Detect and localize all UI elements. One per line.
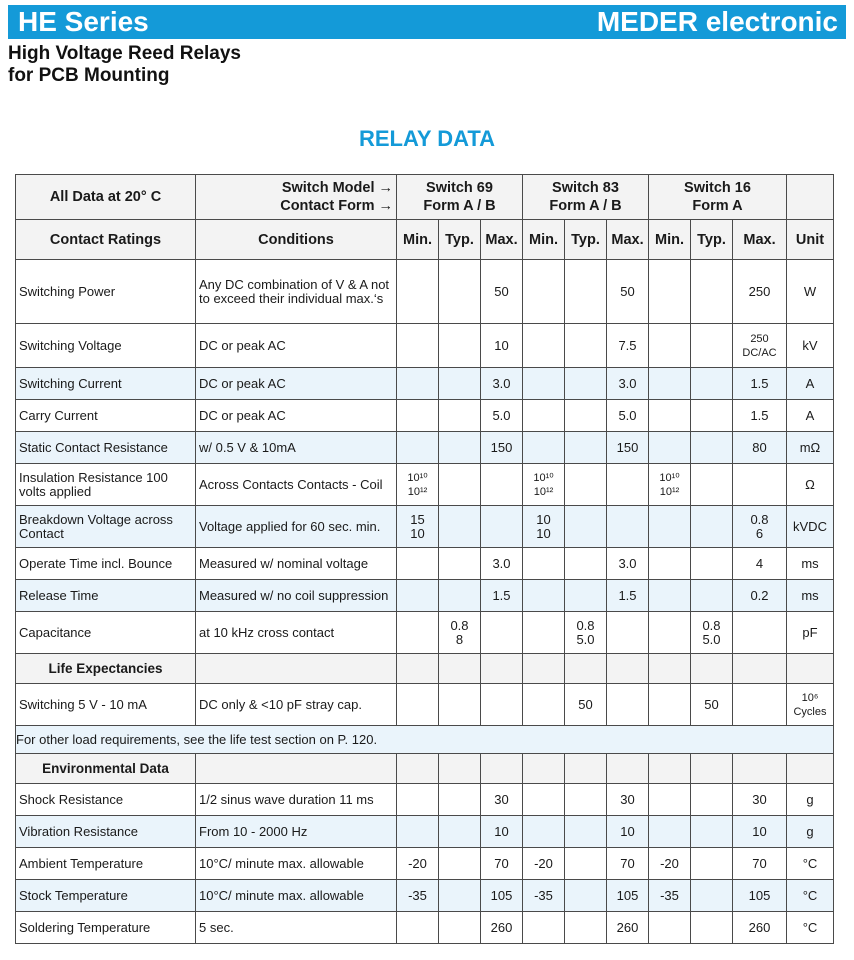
value-cell [439,464,481,506]
value-cell [523,580,565,612]
value-cell [439,880,481,912]
value-cell [397,784,439,816]
value-cell [439,580,481,612]
life-note: For other load requirements, see the life test section on P. 120. [16,726,834,754]
parameter-cell: Ambient Temperature [16,848,196,880]
empty-cell [565,654,607,684]
conditions-header: Conditions [196,220,397,260]
value-cell [565,816,607,848]
value-cell [439,548,481,580]
value-cell: 260 [733,912,787,944]
value-cell [565,580,607,612]
empty-cell [196,754,397,784]
value-cell: 1.5 [607,580,649,612]
value-cell [439,816,481,848]
unit-cell: kVDC [787,506,834,548]
value-cell [439,612,481,654]
value-cell: 70 [733,848,787,880]
value-cell [691,816,733,848]
empty-cell [523,754,565,784]
value-cell [649,464,691,506]
parameter-cell: Soldering Temperature [16,912,196,944]
all-data-cell: All Data at 20° C [16,175,196,220]
value-cell [649,784,691,816]
value-cell [691,612,733,654]
max-header: Max. [481,220,523,260]
empty-cell [649,654,691,684]
value-cell: 7.5 [607,324,649,368]
environmental-row [16,816,834,848]
unit-cell: kV [787,324,834,368]
empty-cell [439,654,481,684]
value-cell [565,548,607,580]
value-cell: 105 [481,880,523,912]
value-cell [565,432,607,464]
value-cell: -35 [397,880,439,912]
parameter-cell: Switching Current [16,368,196,400]
empty-cell [649,754,691,784]
max-header: Max. [607,220,649,260]
value-cell [397,400,439,432]
value-line: 0.8 [702,617,721,633]
switch-header-row [16,175,834,220]
value-cell [691,432,733,464]
switch-model: Switch 83 [552,180,619,196]
value-cell: 1.5 [733,368,787,400]
contact-rating-row [16,368,834,400]
value-cell [439,432,481,464]
parameter-cell: Carry Current [16,400,196,432]
contact-form: Form A / B [549,198,622,214]
value-cell [481,684,523,726]
value-cell [565,880,607,912]
value-cell: 3.0 [481,368,523,400]
value-cell: 1.5 [733,400,787,432]
contact-form-label: Contact Form → [280,198,393,214]
value-cell: 3.0 [607,548,649,580]
value-line: 10¹⁰ [407,471,428,484]
switch-83-header [523,175,649,220]
contact-rating-row [16,580,834,612]
value-cell: 5.0 [481,400,523,432]
switch-69-header [397,175,523,220]
value-cell: 1.5 [481,580,523,612]
value-cell [523,368,565,400]
value-cell [481,506,523,548]
value-cell: -20 [523,848,565,880]
empty-cell [733,754,787,784]
contact-form: Form A / B [423,198,496,214]
value-cell [397,912,439,944]
value-cell: -20 [397,848,439,880]
value-cell [649,260,691,324]
life-note-row [16,726,834,754]
value-cell [691,848,733,880]
min-header: Min. [523,220,565,260]
value-cell [691,324,733,368]
value-cell [691,506,733,548]
empty-cell [565,754,607,784]
condition-cell: DC or peak AC [196,368,397,400]
value-cell: 250 [733,260,787,324]
switch-model: Switch 16 [684,180,751,196]
value-cell [649,368,691,400]
value-cell [523,506,565,548]
value-cell [523,816,565,848]
condition-cell: 5 sec. [196,912,397,944]
environmental-row [16,912,834,944]
contact-rating-row [16,324,834,368]
value-cell [691,580,733,612]
value-cell: 150 [481,432,523,464]
value-cell [649,506,691,548]
value-line: 10¹⁰ [659,471,680,484]
value-cell [607,464,649,506]
value-cell [649,580,691,612]
value-cell [565,324,607,368]
unit-cell: pF [787,612,834,654]
value-line: 10 [410,525,425,541]
contact-ratings-header: Contact Ratings [16,220,196,260]
value-cell [397,684,439,726]
life-expectancies-title: Life Expectancies [16,654,196,684]
parameter-cell: Capacitance [16,612,196,654]
unit-cell: A [787,368,834,400]
value-cell [607,506,649,548]
value-cell: 10 [607,816,649,848]
life-row [16,684,834,726]
value-cell [397,816,439,848]
value-line: Cycles [793,705,827,718]
value-cell [523,784,565,816]
unit-cell: °C [787,880,834,912]
condition-cell: DC or peak AC [196,324,397,368]
value-cell [733,464,787,506]
contact-rating-row [16,548,834,580]
value-cell [649,432,691,464]
value-cell [649,912,691,944]
value-cell [439,912,481,944]
empty-cell [691,654,733,684]
value-cell [565,260,607,324]
value-cell [439,260,481,324]
value-cell: 260 [481,912,523,944]
unit-cell: A [787,400,834,432]
value-line: 6 [755,525,764,541]
value-cell [523,432,565,464]
contact-form: Form A [692,198,743,214]
empty-cell [787,175,834,220]
condition-cell: Measured w/ no coil suppression [196,580,397,612]
parameter-cell: Switching 5 V - 10 mA [16,684,196,726]
value-cell [523,612,565,654]
value-cell: 50 [481,260,523,324]
empty-cell [397,654,439,684]
value-cell: -35 [649,880,691,912]
switch-model-label: Switch Model → [281,180,393,196]
value-cell: 80 [733,432,787,464]
value-cell [397,580,439,612]
parameter-cell: Shock Resistance [16,784,196,816]
condition-cell: Any DC combination of V & A not to exceed their individual max.‘s [196,260,397,324]
value-line: 5.0 [576,631,595,647]
contact-rating-row [16,400,834,432]
switch-model: Switch 69 [426,180,493,196]
value-line: 5.0 [702,631,721,647]
value-cell [565,612,607,654]
series-title: HE Series [18,6,149,37]
value-cell [691,880,733,912]
value-cell: 50 [565,684,607,726]
value-line: 10¹⁰ [533,471,554,484]
min-header: Min. [397,220,439,260]
life-expectancies-title-row [16,654,834,684]
typ-header: Typ. [439,220,481,260]
value-cell: 70 [481,848,523,880]
value-cell: -20 [649,848,691,880]
value-cell [523,464,565,506]
value-cell: 50 [607,260,649,324]
environmental-row [16,784,834,816]
value-cell [397,506,439,548]
value-cell [691,368,733,400]
condition-cell: at 10 kHz cross contact [196,612,397,654]
unit-cell: W [787,260,834,324]
subtitle [8,43,241,87]
value-cell [439,684,481,726]
value-cell [439,368,481,400]
value-cell: 5.0 [607,400,649,432]
empty-cell [481,754,523,784]
unit-cell: ms [787,580,834,612]
contact-rating-row [16,612,834,654]
environmental-row [16,848,834,880]
empty-cell [439,754,481,784]
environmental-data-title-row [16,754,834,784]
subtitle-line-2: for PCB Mounting [8,65,170,86]
parameter-cell: Insulation Resistance 100 volts applied [16,464,196,506]
value-line: 10 [536,525,551,541]
value-cell: 50 [691,684,733,726]
value-cell: 3.0 [607,368,649,400]
value-cell [439,784,481,816]
value-cell [733,684,787,726]
unit-cell: mΩ [787,432,834,464]
value-cell: 10 [481,816,523,848]
value-cell [439,400,481,432]
value-cell [565,464,607,506]
value-cell [607,612,649,654]
subtitle-line-1: High Voltage Reed Relays [8,43,241,64]
value-cell: 260 [607,912,649,944]
section-title: RELAY DATA [358,126,496,151]
environmental-data-title: Environmental Data [16,754,196,784]
unit-cell [787,684,834,726]
value-line: 15 [410,511,425,527]
value-cell [481,464,523,506]
value-cell [523,260,565,324]
empty-cell [733,654,787,684]
parameter-cell: Vibration Resistance [16,816,196,848]
value-cell: -35 [523,880,565,912]
value-line: 0.8 [750,511,769,527]
value-cell: 30 [607,784,649,816]
unit-cell: Ω [787,464,834,506]
switch-model-label-cell [196,175,397,220]
value-cell [607,684,649,726]
value-cell [523,400,565,432]
condition-cell: Measured w/ nominal voltage [196,548,397,580]
value-cell [691,548,733,580]
condition-cell: Across Contacts Contacts - Coil [196,464,397,506]
value-cell [649,612,691,654]
value-cell [691,400,733,432]
value-line: 0.8 [450,617,469,633]
value-cell [523,684,565,726]
unit-cell: g [787,816,834,848]
condition-cell: 10°C/ minute max. allowable [196,848,397,880]
parameter-cell: Release Time [16,580,196,612]
max-header: Max. [733,220,787,260]
min-header: Min. [649,220,691,260]
value-cell [523,548,565,580]
value-cell: 150 [607,432,649,464]
value-cell: 105 [607,880,649,912]
value-cell [439,848,481,880]
value-line: 10¹² [407,485,428,498]
value-cell [397,324,439,368]
value-line: 10 [536,511,551,527]
parameter-cell: Stock Temperature [16,880,196,912]
value-cell [733,324,787,368]
unit-cell: °C [787,848,834,880]
condition-cell: Voltage applied for 60 sec. min. [196,506,397,548]
contact-rating-row [16,260,834,324]
empty-cell [691,754,733,784]
value-cell [397,368,439,400]
value-cell [565,912,607,944]
condition-cell: 1/2 sinus wave duration 11 ms [196,784,397,816]
condition-cell: DC only & <10 pF stray cap. [196,684,397,726]
value-cell [691,912,733,944]
unit-cell: g [787,784,834,816]
value-cell [691,784,733,816]
value-line: 8 [455,631,464,647]
value-cell [649,684,691,726]
empty-cell [196,654,397,684]
value-cell: 30 [733,784,787,816]
brand-name: MEDER electronic [596,6,838,37]
value-cell [649,548,691,580]
value-cell [649,816,691,848]
relay-data-table [15,174,834,944]
contact-rating-row [16,464,834,506]
value-cell [565,506,607,548]
value-line: 10¹² [533,485,554,498]
value-cell [397,464,439,506]
value-cell [523,324,565,368]
contact-rating-row [16,432,834,464]
value-cell: 30 [481,784,523,816]
value-line: 250 [750,332,769,345]
empty-cell [607,754,649,784]
value-cell [691,260,733,324]
empty-cell [607,654,649,684]
unit-cell: ms [787,548,834,580]
parameter-cell: Static Contact Resistance [16,432,196,464]
value-line: 10⁶ [801,691,819,704]
value-line: 0.8 [576,617,595,633]
value-cell [649,324,691,368]
value-cell [565,400,607,432]
value-cell [397,432,439,464]
value-cell [649,400,691,432]
empty-cell [523,654,565,684]
value-line: DC/AC [742,346,777,359]
value-cell [733,612,787,654]
value-line: 10¹² [659,485,680,498]
value-cell: 3.0 [481,548,523,580]
value-cell [439,506,481,548]
unit-header: Unit [787,220,834,260]
header-banner [8,5,846,39]
condition-cell: w/ 0.5 V & 10mA [196,432,397,464]
parameter-cell: Operate Time incl. Bounce [16,548,196,580]
empty-cell [787,654,834,684]
parameter-cell: Breakdown Voltage across Contact [16,506,196,548]
value-cell [439,324,481,368]
value-cell [565,368,607,400]
value-cell [733,506,787,548]
typ-header: Typ. [565,220,607,260]
value-cell: 70 [607,848,649,880]
column-header-row [16,220,834,260]
value-cell [397,260,439,324]
empty-cell [481,654,523,684]
value-cell [565,848,607,880]
value-cell [397,612,439,654]
typ-header: Typ. [691,220,733,260]
contact-rating-row [16,506,834,548]
value-cell [397,548,439,580]
empty-cell [787,754,834,784]
value-cell: 0.2 [733,580,787,612]
condition-cell: From 10 - 2000 Hz [196,816,397,848]
value-cell: 10 [733,816,787,848]
value-cell [523,912,565,944]
switch-16-header [649,175,787,220]
empty-cell [397,754,439,784]
condition-cell: 10°C/ minute max. allowable [196,880,397,912]
value-cell: 4 [733,548,787,580]
value-cell [565,784,607,816]
value-cell [691,464,733,506]
environmental-row [16,880,834,912]
value-cell: 105 [733,880,787,912]
value-cell: 10 [481,324,523,368]
unit-cell: °C [787,912,834,944]
value-cell [481,612,523,654]
parameter-cell: Switching Power [16,260,196,324]
parameter-cell: Switching Voltage [16,324,196,368]
condition-cell: DC or peak AC [196,400,397,432]
